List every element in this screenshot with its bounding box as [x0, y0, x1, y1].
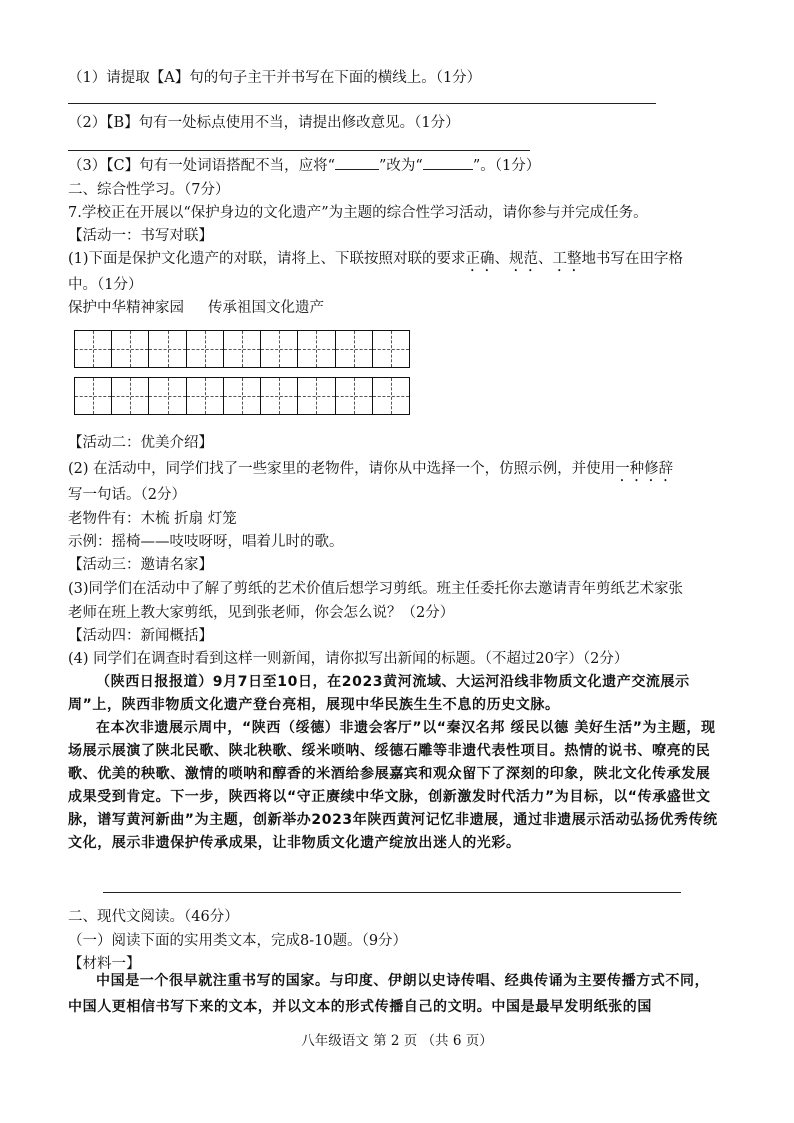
- question-1: （1）请提取【A】句的句子主干并书写在下面的横线上。（1分）: [68, 70, 482, 86]
- section-heading-comprehensive: 二、综合性学习。（7分）: [68, 182, 230, 198]
- activity-2-question: [68, 458, 734, 485]
- answer-line-1: [68, 103, 656, 104]
- activity-1-emphasis: 正确、规范、工整: [465, 251, 582, 267]
- grid-cell[interactable]: [75, 378, 112, 414]
- activity-3-question-line2: 老师在班上教大家剪纸，见到张老师，你会怎么说？（2分）: [68, 605, 455, 621]
- activity-3-question: (3)同学们在活动中了解了剪纸的艺术价值后想学习剪纸。班主任委托你去邀请青年剪纸艺术家张: [68, 581, 684, 597]
- grid-cell[interactable]: [298, 378, 335, 414]
- grid-cell[interactable]: [149, 378, 186, 414]
- answer-line-2: [68, 150, 530, 151]
- grid-cell[interactable]: [261, 331, 298, 367]
- grid-cell[interactable]: [187, 331, 224, 367]
- news-paragraph-2: 在本次非遗展示周中，“陕西（绥德）非遗会客厅”以“秦汉名邦 绥民以德 美好生活”为主题，现场展示展演了陕北民歌、陕北秧歌、绥米唢呐、绥德石雕等非遗代表性项目。热情的说书、嘹亮的民歌、优美的秧歌、激情的唢呐和醇香的米酒给参展嘉宾和观众留下了深刻的印象，陕北文化传承发展成果受到肯定。下一步，陕西将以“守正赓续中华文脉，创新激发时代活力”为目标，以“传承盛世文脉，谱写黄河新曲”为主题，创新举办2023年陕西黄河记忆非遗展，通过非遗展示活动弘扬优秀传统文化，展示非遗保护传承成果，让非物质文化遗产绽放出迷人的光彩。: [68, 720, 718, 851]
- grid-cell[interactable]: [112, 331, 149, 367]
- activity-3-title: 【活动三：邀请名家】: [68, 557, 213, 573]
- activity-1-question-text-a: (1)下面是保护文化遗产的对联，请将上、下联按照对联的要求: [68, 251, 466, 267]
- grid-cell[interactable]: [261, 378, 298, 414]
- grid-cell[interactable]: [112, 378, 149, 414]
- grid-cell[interactable]: [373, 378, 409, 414]
- activity-2-question-line2: 写一句话。（2分）: [68, 487, 186, 503]
- grid-cell[interactable]: [224, 378, 261, 414]
- material-text: 中国是一个很早就注重书写的国家。与印度、伊朗以史诗传唱、经典传诵为主要传播方式不同，中国人更相信书写下来的文本，并以文本的形式传播自己的文明。中国是最早发明纸张的国: [68, 973, 710, 1015]
- section-heading-reading: 二、现代文阅读。（46分）: [68, 909, 239, 925]
- activity-4-question: (4) 同学们在调查时看到这样一则新闻，请你拟写出新闻的标题。（不超过20字）（2分）: [68, 651, 629, 667]
- question-2: （2）【B】句有一处标点使用不当，请提出修改意见。（1分）: [68, 115, 460, 131]
- news-paragraph-1: （陕西日报报道）9月7日至10日，在2023黄河流域、大运河沿线非物质文化遗产交流展示周”上，陕西非物质文化遗产登台亮相，展现中华民族生生不息的历史文脉。: [68, 674, 690, 713]
- activity-2-emphasis: 一种修辞: [615, 461, 674, 477]
- page-footer: 八年级语文 第 2 页 （共 6 页）: [301, 1033, 493, 1049]
- activity-1-question-line2: 中。（1分）: [68, 277, 143, 293]
- activity-2-title: 【活动二：优美介绍】: [68, 435, 213, 451]
- question-3-part-a: （3）【C】句有一处词语搭配不当，应将“: [68, 158, 335, 174]
- question-3-part-b: ”改为“: [378, 158, 423, 174]
- answer-line-headline: [103, 892, 681, 893]
- grid-cell[interactable]: [75, 331, 112, 367]
- grid-cell[interactable]: [224, 331, 261, 367]
- grid-cell[interactable]: [336, 331, 373, 367]
- writing-grid-lower[interactable]: [74, 377, 410, 415]
- blank-to[interactable]: [423, 155, 473, 170]
- activity-4-title: 【活动四：新闻概括】: [68, 628, 213, 644]
- writing-grid-upper[interactable]: [74, 330, 410, 368]
- couplet-upper: 保护中华精神家园: [68, 300, 184, 316]
- question-3-part-c: ”。（1分）: [472, 158, 541, 174]
- activity-1-title: 【活动一：书写对联】: [68, 228, 213, 244]
- activity-2-example: 示例：摇椅——吱吱呀呀，唱着儿时的歌。: [68, 534, 344, 550]
- question-3: [68, 155, 734, 177]
- activity-1-question-text-b: 地书写在田字格: [581, 251, 684, 267]
- blank-from[interactable]: [335, 155, 379, 170]
- couplet-lower: 传承祖国文化遗产: [208, 300, 324, 316]
- activity-2-items: 老物件有：木梳 折扇 灯笼: [68, 511, 237, 527]
- activity-2-question-text: (2) 在活动中，同学们找了一些家里的老物件，请你从中选择一个，仿照示例，并使用: [68, 461, 616, 477]
- subsection-heading: （一）阅读下面的实用类文本，完成8-10题。（9分）: [68, 933, 408, 949]
- grid-cell[interactable]: [187, 378, 224, 414]
- grid-cell[interactable]: [373, 331, 409, 367]
- grid-cell[interactable]: [336, 378, 373, 414]
- activity-1-question: [68, 248, 734, 275]
- material-title: 【材料一】: [68, 956, 141, 972]
- grid-cell[interactable]: [149, 331, 186, 367]
- couplet-line: [68, 297, 734, 319]
- grid-cell[interactable]: [298, 331, 335, 367]
- question-7: 7.学校正在开展以“保护身边的文化遗产”为主题的综合性学习活动，请你参与并完成任务。: [68, 205, 648, 221]
